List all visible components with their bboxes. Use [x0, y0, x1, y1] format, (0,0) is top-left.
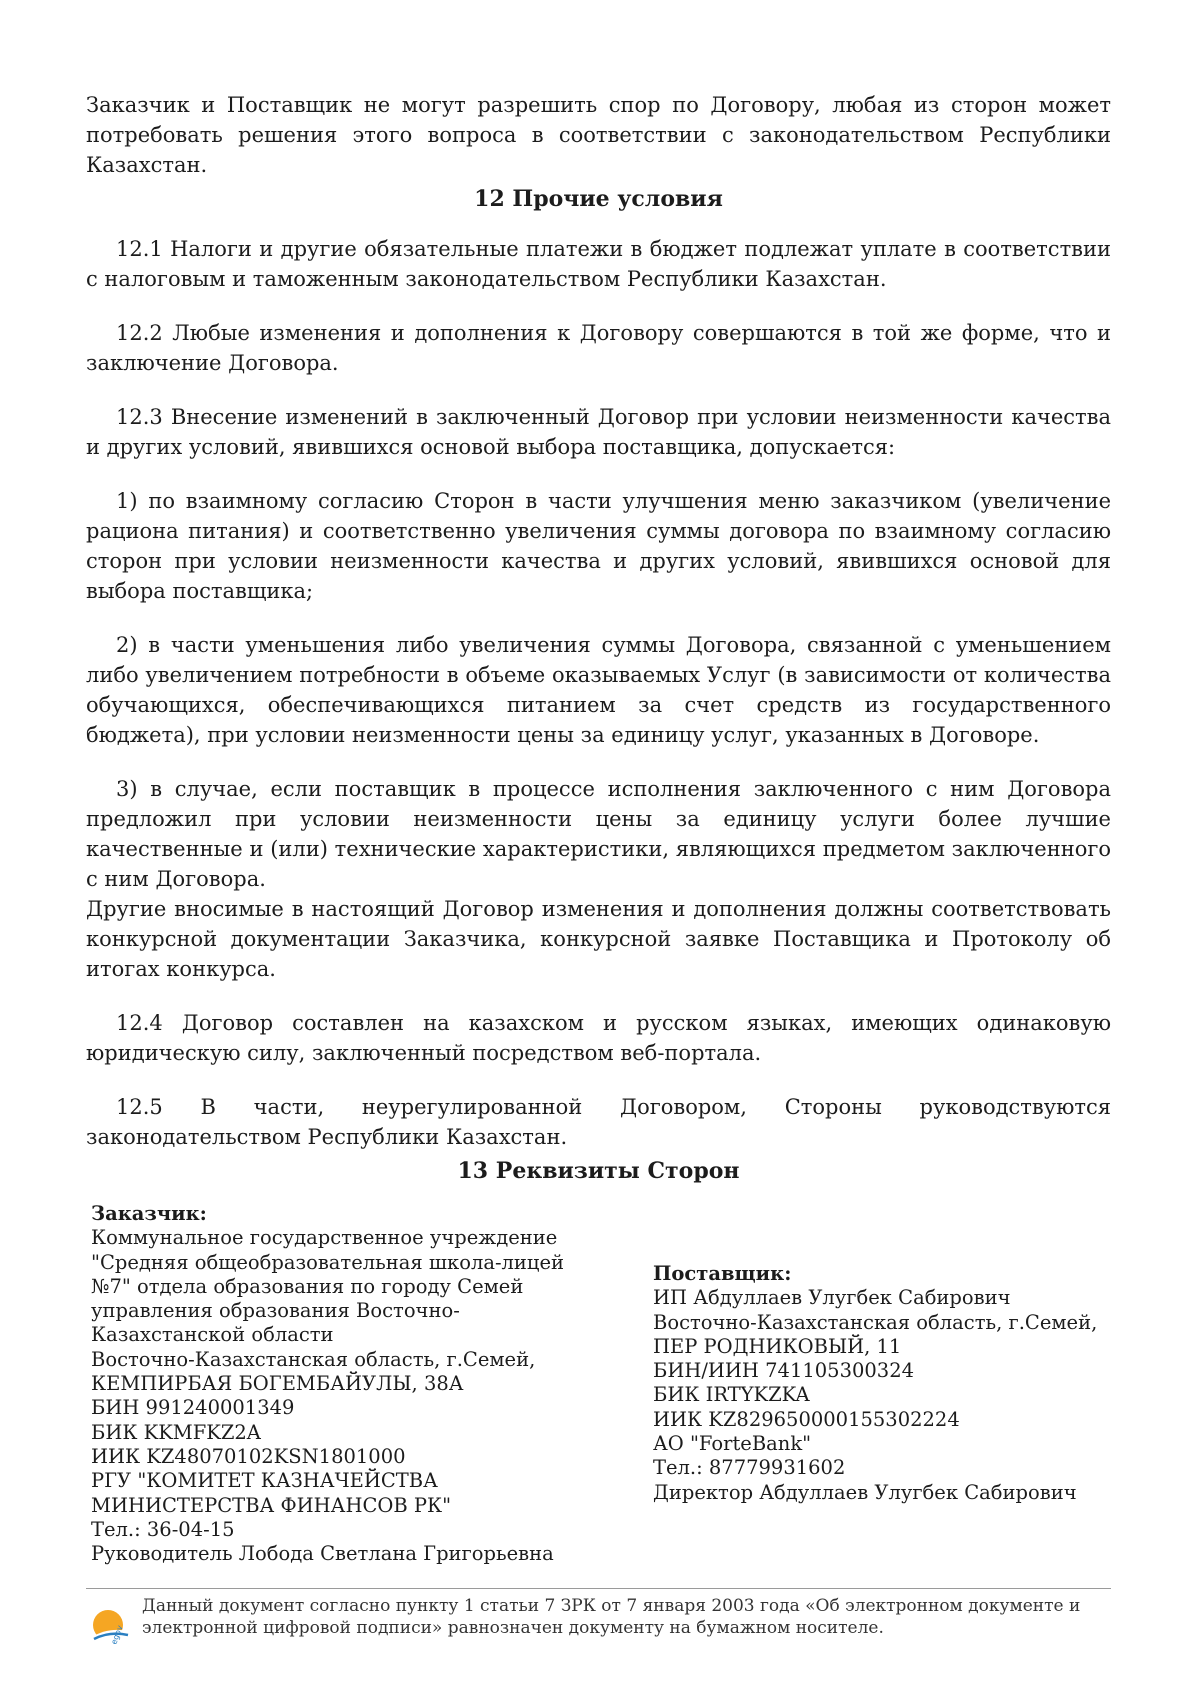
- customer-details: [91, 1202, 565, 1566]
- clause-12-4: 12.4 Договор составлен на казахском и русском языках, имеющих одинаковую юридическую силу, заключенный посредством веб-портала.: [86, 1011, 1111, 1065]
- section-12-heading: 12 Прочие условия: [474, 186, 723, 212]
- customer-line: Коммунальное государственное учреждение: [91, 1226, 558, 1250]
- supplier-line: ИИК KZ829650000155302224: [653, 1407, 960, 1431]
- supplier-line: ИП Абдуллаев Улугбек Сабирович: [653, 1286, 1011, 1310]
- customer-line: управления образования Восточно-: [91, 1299, 460, 1323]
- party-details: [86, 1202, 1111, 1602]
- clause-12-5: 12.5 В части, неурегулированной Договором, Стороны руководствуются законодательством Республики Казахстан.: [86, 1095, 1111, 1149]
- clause-12-3-item-2: 2) в части уменьшения либо увеличения суммы Договора, связанной с уменьшением либо увеличением потребности в объеме оказываемых Услуг (в зависимости от количества обучающихся, обеспечивающихся питанием за счет средств из государственного бюджета), при условии неизменности цены за единицу услуг, указанных в Договоре.: [86, 633, 1111, 747]
- supplier-line: Директор Абдуллаев Улугбек Сабирович: [653, 1480, 1077, 1504]
- customer-line: №7" отдела образования по городу Семей: [91, 1274, 524, 1298]
- clause-12-3-item-1: 1) по взаимному согласию Сторон в части улучшения меню заказчиком (увеличение рациона питания) и соответственно увеличения суммы договора по взаимному согласию сторон при условии неизменности качества и других условий, явившихся основой для выбора поставщика;: [86, 489, 1111, 603]
- clause-12-3: 12.3 Внесение изменений в заключенный Договор при условии неизменности качества и других условий, явившихся основой выбора поставщика, допускается:: [86, 405, 1111, 459]
- supplier-line: БИК IRTYKZKA: [653, 1383, 810, 1407]
- supplier-details: [653, 1262, 1113, 1505]
- customer-line: Казахстанской области: [91, 1323, 334, 1347]
- supplier-line: Восточно-Казахстанская область, г.Семей,: [653, 1310, 1098, 1334]
- customer-line: БИК KKMFKZ2A: [91, 1420, 261, 1444]
- customer-title: Заказчик:: [91, 1202, 207, 1225]
- supplier-line: БИН/ИИН 741105300324: [653, 1359, 915, 1383]
- egov-sun-logo-icon: [88, 1601, 132, 1651]
- customer-line: БИН 991240001349: [91, 1396, 295, 1420]
- footer-line-1: Данный документ согласно пункту 1 статьи 7 ЗРК от 7 января 2003 года «Об электронном документе и: [142, 1596, 1081, 1616]
- customer-line: Тел.: 36-04-15: [91, 1517, 235, 1541]
- supplier-title: Поставщик:: [653, 1262, 792, 1285]
- footer-notice: [142, 1595, 1111, 1639]
- customer-line: КЕМПИРБАЯ БОГЕМБАЙУЛЫ, 38А: [91, 1372, 464, 1396]
- clause-12-1: 12.1 Налоги и другие обязательные платежи в бюджет подлежат уплате в соответствии с налоговым и таможенным законодательством Республики Казахстан.: [86, 237, 1111, 291]
- customer-line: "Средняя общеобразовательная школа-лицей: [91, 1250, 565, 1274]
- section-13-heading: 13 Реквизиты Сторон: [457, 1158, 740, 1184]
- supplier-line: Тел.: 87779931602: [653, 1456, 846, 1480]
- customer-line: Восточно-Казахстанская область, г.Семей,: [91, 1347, 536, 1371]
- svg-text:egov: egov: [109, 1624, 125, 1646]
- customer-line: ИИК KZ48070102KSN1801000: [91, 1444, 406, 1468]
- customer-line: МИНИСТЕРСТВА ФИНАНСОВ РК": [91, 1493, 452, 1517]
- intro-paragraph: Заказчик и Поставщик не могут разрешить спор по Договору, любая из сторон может потребовать решения этого вопроса в соответствии с законодательством Республики Казахстан.: [86, 93, 1111, 177]
- customer-line: Руководитель Лобода Светлана Григорьевна: [91, 1542, 554, 1566]
- footer-line-2: электронной цифровой подписи» равнозначен документу на бумажном носителе.: [142, 1618, 884, 1638]
- clause-12-2: 12.2 Любые изменения и дополнения к Договору совершаются в той же форме, что и заключение Договора.: [86, 321, 1111, 375]
- supplier-line: АО "ForteBank": [653, 1432, 812, 1456]
- customer-line: РГУ "КОМИТЕТ КАЗНАЧЕЙСТВА: [91, 1469, 438, 1493]
- clause-12-3-item-3: 3) в случае, если поставщик в процессе исполнения заключенного с ним Договора предложил при условии неизменности цены за единицу услуги более лучшие качественные и (или) технические характеристики, являющихся предметом заключенного с ним Договора.: [86, 777, 1111, 891]
- supplier-line: ПЕР РОДНИКОВЫЙ, 11: [653, 1334, 902, 1358]
- document-body: [86, 90, 1111, 1602]
- e-document-footer: [86, 1588, 1111, 1646]
- other-changes-paragraph: Другие вносимые в настоящий Договор изменения и дополнения должны соответствовать конкурсной документации Заказчика, конкурсной заявке Поставщика и Протоколу об итогах конкурса.: [86, 897, 1111, 981]
